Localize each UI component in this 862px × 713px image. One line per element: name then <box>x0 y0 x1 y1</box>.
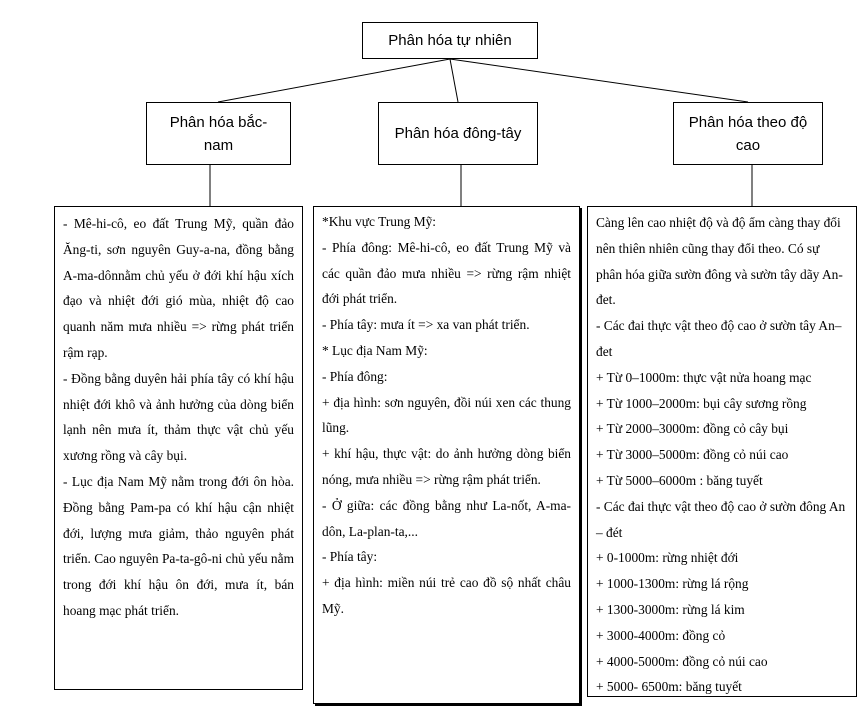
connector-root-to-do-cao <box>450 59 748 102</box>
content-line: + khí hậu, thực vật: do ảnh hưởng dòng biển nóng, mưa nhiều => rừng rậm phát triển. <box>322 446 571 487</box>
content-box-dong-tay <box>313 206 580 704</box>
content-line: + 5000- 6500m: băng tuyết <box>596 679 742 695</box>
content-line: - Phía tây: <box>322 549 378 565</box>
connector-root-to-dong-tay <box>450 59 458 102</box>
branch-title-bac-nam: Phân hóa bắc-nam <box>169 113 268 154</box>
content-line: + địa hình: sơn nguyên, đồi núi xen các thung lũng. <box>322 394 571 436</box>
root-label: Phân hóa tự nhiên <box>388 32 512 49</box>
content-line: - Phía đông: <box>322 368 388 384</box>
content-line: + 1000-1300m: rừng lá rộng <box>596 576 749 592</box>
content-line: *Khu vực Trung Mỹ: <box>322 214 437 229</box>
content-line: Càng lên cao nhiệt độ và độ ẩm càng thay đổi nên thiên nhiên cũng thay đổi theo. Có sự phân hóa giữa sườn đông và sườn tây dãy An-đet. <box>596 215 843 308</box>
content-line: + Từ 1000–2000m: bụi cây sương rồng <box>596 395 807 411</box>
branch-node-dong-tay <box>378 102 538 165</box>
branch-title-do-cao: Phân hóa theo độ cao <box>688 113 808 154</box>
root-node <box>362 22 538 59</box>
content-line: - Phía đông: Mê-hi-cô, eo đất Trung Mỹ và các quần đảo mưa nhiều => rừng rậm nhiệt đới phát triển. <box>322 239 571 307</box>
content-line: + 4000-5000m: đồng cỏ núi cao <box>596 653 768 669</box>
content-line: + Từ 2000–3000m: đồng cỏ cây bụi <box>596 421 789 437</box>
branch-node-do-cao <box>673 102 823 165</box>
content-line: - Mê-hi-cô, eo đất Trung Mỹ, quần đảo Ăng-ti, sơn nguyên Guy-a-na, đồng bằng A-ma-dônnằm chủ yếu ở đới khí hậu xích đạo và nhiệt đới gió mùa, nhiệt độ cao quanh năm mưa nhiều => rừng phát triển rậm rạp. <box>63 216 294 360</box>
content-line: + Từ 0–1000m: thực vật nửa hoang mạc <box>596 369 812 385</box>
content-line: + Từ 5000–6000m : băng tuyết <box>596 472 763 488</box>
connector-root-to-bac-nam <box>218 59 450 102</box>
content-line: + 3000-4000m: đồng cỏ <box>596 627 726 643</box>
content-line: + 0-1000m: rừng nhiệt đới <box>596 550 739 566</box>
content-line: + địa hình: miền núi trẻ cao đồ sộ nhất châu Mỹ. <box>322 575 571 616</box>
content-line: - Các đai thực vật theo độ cao ở sườn đông An – đét <box>596 498 846 540</box>
branch-title-dong-tay: Phân hóa đông-tây <box>394 125 522 142</box>
branch-node-bac-nam <box>146 102 291 165</box>
content-line: - Đồng bằng duyên hải phía tây có khí hậu nhiệt đới khô và ảnh hưởng của dòng biển lạnh nên mưa ít, thảm thực vật chủ yếu xương rồng và cây bụi. <box>63 370 294 464</box>
content-line: - Ở giữa: các đồng bằng như La-nốt, A-ma-dôn, La-plan-ta,... <box>322 497 571 539</box>
content-box-bac-nam <box>54 206 303 690</box>
content-line: - Lục địa Nam Mỹ nằm trong đới ôn hòa. Đồng bằng Pam-pa có khí hậu cận nhiệt đới, lượng mưa giảm, thảo nguyên phát triển. Cao nguyên Pa-ta-gô-ni chủ yếu nằm trong đới khí hậu ôn đới, mưa ít, bán hoang mạc phát triển. <box>63 473 294 618</box>
content-line: + 1300-3000m: rừng lá kim <box>596 601 745 617</box>
content-line: + Từ 3000–5000m: đồng cỏ núi cao <box>596 447 789 463</box>
content-box-do-cao <box>587 206 857 697</box>
content-line: - Phía tây: mưa ít => xa van phát triển. <box>322 317 530 333</box>
content-line: - Các đai thực vật theo độ cao ở sườn tây An–đet <box>596 318 842 359</box>
content-line: * Lục địa Nam Mỹ: <box>322 342 428 358</box>
